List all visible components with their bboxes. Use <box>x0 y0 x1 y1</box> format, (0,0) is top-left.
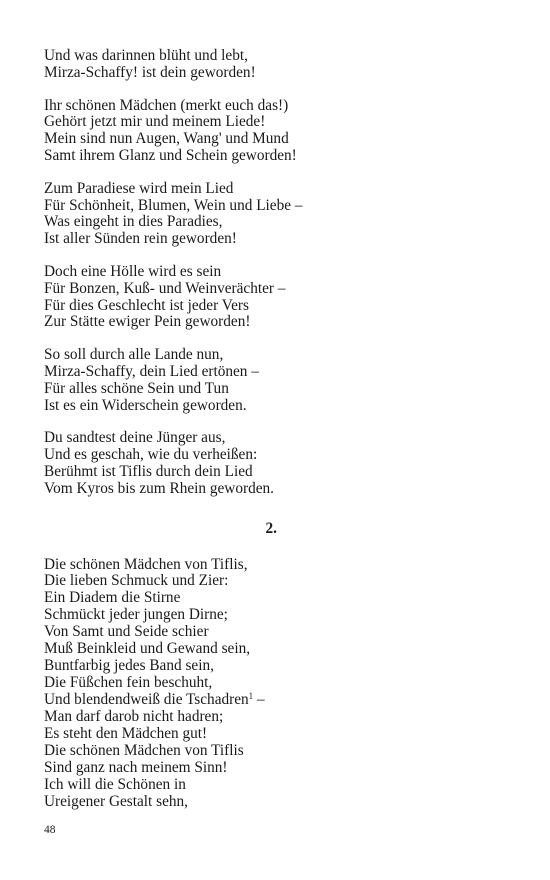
verse-line-with-footnote <box>44 692 514 709</box>
verse-line: Mein sind nun Augen, Wang' und Mund <box>44 130 289 148</box>
verse-line: So soll durch alle Lande nun, <box>44 346 224 364</box>
verse-line: Für alles schöne Sein und Tun <box>44 379 229 397</box>
verse-line: Schmückt jeder jungen Dirne; <box>44 606 228 624</box>
verse-line: Ein Diadem die Stirne <box>44 589 181 607</box>
page-body <box>44 48 514 827</box>
verse-line: Für Schönheit, Blumen, Wein und Liebe – <box>44 196 303 214</box>
verse-line: Und es geschah, wie du verheißen: <box>44 446 258 464</box>
verse-line: Die schönen Mädchen von Tiflis <box>44 742 244 760</box>
verse-line: Du sandtest deine Jünger aus, <box>44 429 226 447</box>
stanza-2 <box>44 98 514 165</box>
page-number: 48 <box>44 824 56 836</box>
stanza-6 <box>44 430 514 497</box>
verse-dash: – <box>253 691 265 709</box>
verse-line: Doch eine Hölle wird es sein <box>44 262 222 280</box>
verse-line: Und was darinnen blüht und lebt, <box>44 47 248 64</box>
verse-line: Was eingeht in dies Paradies, <box>44 213 223 231</box>
stanza-1 <box>44 48 514 82</box>
verse-line: Ist aller Sünden rein geworden! <box>44 230 237 248</box>
verse-line: Ihr schönen Mädchen (merkt euch das!) <box>44 96 289 114</box>
verse-line: Für Bonzen, Kuß- und Weinverächter – <box>44 279 286 297</box>
verse-line: Ich will die Schönen in <box>44 775 186 793</box>
footnote-marker: 1 <box>248 691 254 702</box>
verse-line: Für dies Geschlecht ist jeder Vers <box>44 296 249 314</box>
verse-line: Die schönen Mädchen von Tiflis, <box>44 555 248 573</box>
verse-line: Mirza-Schaffy! ist dein geworden! <box>44 63 256 81</box>
poem-2 <box>44 557 514 811</box>
verse-line: Muß Beinkleid und Gewand sein, <box>44 640 251 658</box>
stanza-5 <box>44 347 514 414</box>
stanza-3 <box>44 181 514 248</box>
verse-line: Zum Paradiese wird mein Lied <box>44 179 234 197</box>
verse-line: Ist es ein Widerschein geworden. <box>44 396 247 414</box>
verse-line: Man darf darob nicht hadren; <box>44 708 224 726</box>
verse-line: Sind ganz nach meinem Sinn! <box>44 758 228 776</box>
stanza-4 <box>44 264 514 331</box>
verse-line: Gehört jetzt mir und meinem Liede! <box>44 113 266 131</box>
verse-line: Zur Stätte ewiger Pein geworden! <box>44 313 251 331</box>
verse-line: Die lieben Schmuck und Zier: <box>44 572 229 590</box>
verse-line: Mirza-Schaffy, dein Lied ertönen – <box>44 362 259 380</box>
verse-line: Von Samt und Seide schier <box>44 623 209 641</box>
verse-text: Und blendendweiß die Tschadren <box>44 691 249 709</box>
verse-line: Berühmt ist Tiflis durch dein Lied <box>44 462 253 480</box>
verse-line: Ureigener Gestalt sehn, <box>44 792 188 810</box>
verse-line: Samt ihrem Glanz und Schein geworden! <box>44 146 297 164</box>
verse-line: Es steht den Mädchen gut! <box>44 725 208 743</box>
verse-line: Die Füßchen fein beschuht, <box>44 674 213 692</box>
verse-line: Buntfarbig jedes Band sein, <box>44 657 214 675</box>
verse-line: Vom Kyros bis zum Rhein geworden. <box>44 479 274 497</box>
section-heading: 2. <box>265 519 277 537</box>
